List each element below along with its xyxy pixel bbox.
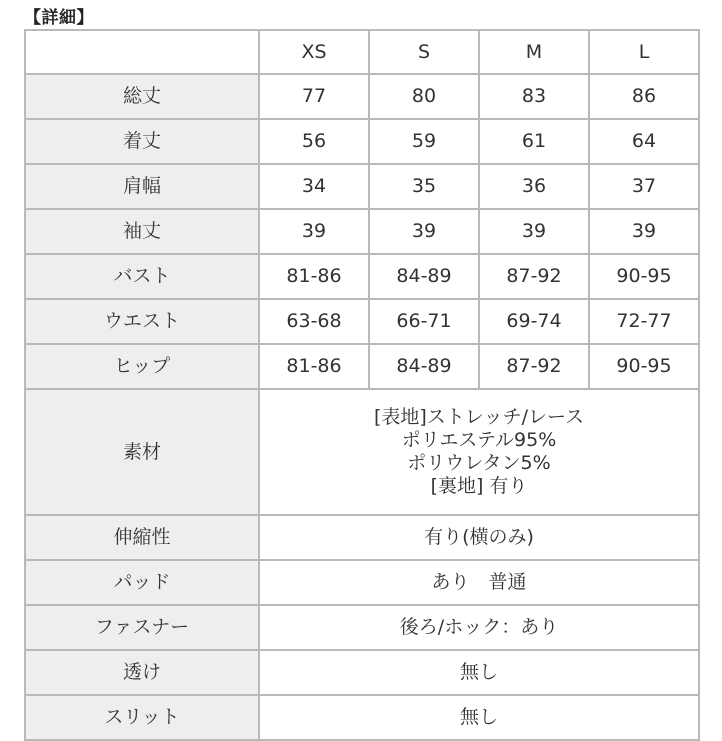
table-cell: 36 [479, 164, 589, 209]
table-cell: 90-95 [589, 344, 699, 389]
table-cell: 84-89 [369, 344, 479, 389]
table-cell: 34 [259, 164, 369, 209]
table-cell: 39 [259, 209, 369, 254]
table-header-row [25, 30, 699, 74]
table-cell: 37 [589, 164, 699, 209]
row-label: スリット [25, 695, 259, 740]
table-row [25, 254, 699, 299]
table-cell: 69-74 [479, 299, 589, 344]
table-row [25, 560, 699, 605]
table-cell: 無し [259, 695, 699, 740]
table-cell: 90-95 [589, 254, 699, 299]
table-row [25, 695, 699, 740]
header-corner-cell [25, 30, 259, 74]
table-cell: 59 [369, 119, 479, 164]
size-header-s: S [369, 30, 479, 74]
row-label: 透け [25, 650, 259, 695]
row-label: バスト [25, 254, 259, 299]
row-label: 着丈 [25, 119, 259, 164]
table-cell: 64 [589, 119, 699, 164]
row-label: パッド [25, 560, 259, 605]
table-row [25, 74, 699, 119]
table-cell: 35 [369, 164, 479, 209]
row-label: ヒップ [25, 344, 259, 389]
table-cell: 56 [259, 119, 369, 164]
table-cell: 83 [479, 74, 589, 119]
section-title: 【詳細】 [24, 8, 94, 28]
row-label: 総丈 [25, 74, 259, 119]
table-cell: 81-86 [259, 254, 369, 299]
table-row [25, 650, 699, 695]
table-row [25, 515, 699, 560]
table-cell: 80 [369, 74, 479, 119]
table-row [25, 344, 699, 389]
size-header-m: M [479, 30, 589, 74]
row-label: 素材 [25, 389, 259, 515]
table-cell: 39 [589, 209, 699, 254]
table-row [25, 209, 699, 254]
table-cell: 無し [259, 650, 699, 695]
table-row [25, 299, 699, 344]
table-cell: 87-92 [479, 344, 589, 389]
size-header-l: L [589, 30, 699, 74]
row-label: 肩幅 [25, 164, 259, 209]
material-line: ポリウレタン5% [407, 452, 551, 474]
table-cell: 63-68 [259, 299, 369, 344]
table-row [25, 119, 699, 164]
table-cell: 有り(横のみ) [259, 515, 699, 560]
table-row [25, 164, 699, 209]
size-spec-table [24, 29, 700, 741]
size-header-xs: XS [259, 30, 369, 74]
material-row [25, 389, 699, 515]
row-label: ウエスト [25, 299, 259, 344]
material-cell [259, 389, 699, 515]
row-label: ファスナー [25, 605, 259, 650]
row-label: 伸縮性 [25, 515, 259, 560]
table-cell: 66-71 [369, 299, 479, 344]
table-cell: 81-86 [259, 344, 369, 389]
table-cell: 84-89 [369, 254, 479, 299]
table-cell: 39 [369, 209, 479, 254]
table-cell: あり 普通 [259, 560, 699, 605]
material-line: [表地]ストレッチ/レース [373, 406, 585, 428]
material-line: ポリエステル95% [401, 429, 557, 451]
material-line: [裏地] 有り [430, 475, 528, 497]
table-cell: 72-77 [589, 299, 699, 344]
table-row [25, 605, 699, 650]
table-cell: 61 [479, 119, 589, 164]
table-cell: 77 [259, 74, 369, 119]
table-cell: 後ろ/ホック：あり [259, 605, 699, 650]
row-label: 袖丈 [25, 209, 259, 254]
table-cell: 87-92 [479, 254, 589, 299]
table-cell: 39 [479, 209, 589, 254]
table-cell: 86 [589, 74, 699, 119]
